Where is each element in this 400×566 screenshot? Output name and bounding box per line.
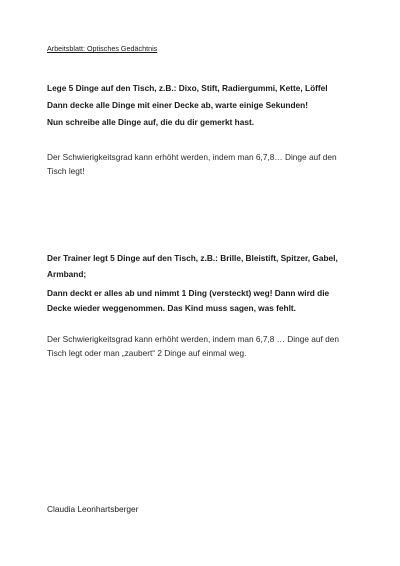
section2-instruction-line-3: Dann deckt er alles ab und nimmt 1 Ding (versteckt) weg! Dann wird die <box>47 288 330 298</box>
section1-instruction-line-1: Lege 5 Dinge auf den Tisch, z.B.: Dixo, Stift, Radiergummi, Kette, Löffel <box>47 83 328 93</box>
section1-instruction-line-3: Nun schreibe alle Dinge auf, die du dir gemerkt hast. <box>47 117 255 127</box>
section2-note-line-1: Der Schwierigkeitsgrad kann erhöht werden, indem man 6,7,8 … Dinge auf den <box>47 334 339 344</box>
section2-instruction-line-1: Der Trainer legt 5 Dinge auf den Tisch, z.B.: Brille, Bleistift, Spitzer, Gabel, <box>47 253 338 263</box>
author-name: Claudia Leonhartsberger <box>47 504 139 514</box>
section2-instruction-line-4: Decke wieder weggenommen. Das Kind muss sagen, was fehlt. <box>47 303 296 313</box>
section1-instruction-line-2: Dann decke alle Dinge mit einer Decke ab, warte einige Sekunden! <box>47 100 308 110</box>
section1-note-line-2: Tisch legt! <box>47 166 85 176</box>
worksheet-header: Arbeitsblatt: Optisches Gedächtnis <box>47 44 158 53</box>
section1-note-line-1: Der Schwierigkeitsgrad kann erhöht werden, indem man 6,7,8… Dinge auf den <box>47 152 337 162</box>
section2-note-line-2: Tisch legt oder man „zaubert“ 2 Dinge auf einmal weg. <box>47 348 247 358</box>
section2-instruction-line-2: Armband; <box>47 269 87 279</box>
